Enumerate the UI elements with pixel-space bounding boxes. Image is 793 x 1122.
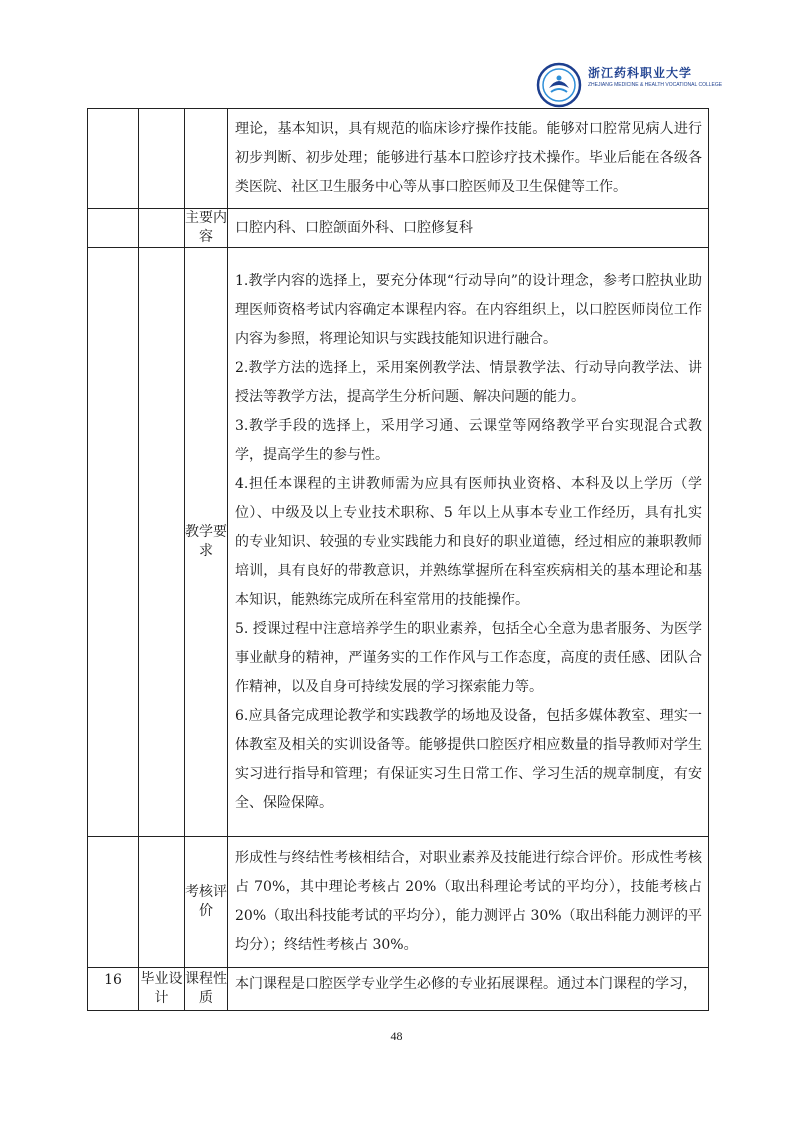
- logo-title: 浙江药科职业大学: [588, 66, 693, 80]
- course-table: [87, 108, 709, 1011]
- course-nature-text: 本门课程是口腔医学专业学生必修的专业拓展课程。通过本门课程的学习，: [228, 968, 709, 1011]
- requirement-item: 2.教学方法的选择上，采用案例教学法、情景教学法、行动导向教学法、讲授法等教学方法，提高学生分析问题、解决问题的能力。: [235, 359, 702, 405]
- continued-text: 理论，基本知识，具有规范的临床诊疗操作技能。能够对口腔常见病人进行初步判断、初步处理；能够进行基本口腔诊疗技术操作。毕业后能在各级各类医院、社区卫生服务中心等从事口腔医师及卫生保健等工作。: [235, 121, 702, 195]
- number-cell-empty: [88, 837, 139, 968]
- teaching-requirements-label: 教学要求: [185, 248, 228, 837]
- main-content-text: 口腔内科、口腔颌面外科、口腔修复科: [228, 209, 709, 248]
- number-cell-empty: [88, 248, 139, 837]
- course-number: 16: [88, 968, 139, 1011]
- requirement-item: 6.应具备完成理论教学和实践教学的场地及设备，包括多媒体教室、理实一体教室及相关的实训设备等。能够提供口腔医疗相应数量的指导教师对学生实习进行指导和管理；有保证实习生日常工作、学习生活的规章制度，有安全、保险保障。: [235, 707, 702, 811]
- table-row: [88, 968, 709, 1011]
- number-cell-empty: [88, 209, 139, 248]
- logo-subtitle: ZHEJIANG MEDICINE & HEALTH VOCATIONAL COLLEGE: [588, 82, 723, 88]
- table-row: [88, 109, 709, 209]
- college-emblem-icon: [536, 62, 582, 108]
- assessment-label: 考核评价: [185, 837, 228, 968]
- label-cell-empty: [185, 109, 228, 209]
- course-cell-empty: [139, 837, 185, 968]
- course-cell-empty: [139, 209, 185, 248]
- table-row: [88, 209, 709, 248]
- table-row: [88, 248, 709, 837]
- table-row: [88, 837, 709, 968]
- continued-text-cell: [228, 109, 709, 209]
- requirement-item: 5. 授课过程中注意培养学生的职业素养，包括全心全意为患者服务、为医学事业献身的精神，严谨务实的工作作风与工作态度，高度的责任感、团队合作精神，以及自身可持续发展的学习探索能力等。: [235, 620, 702, 695]
- requirement-item: 4.担任本课程的主讲教师需为应具有医师执业资格、本科及以上学历（学位）、中级及以上专业技术职称、5 年以上从事本专业工作经历，具有扎实的专业知识、较强的专业实践能力和良好的职业道德，经过相应的兼职教师培训，具有良好的带教意识，并熟练掌握所在科室疾病相关的基本理论和基本知识，能熟练完成所在科室常用的技能操作。: [235, 475, 702, 608]
- course-name: 毕业设计: [139, 968, 185, 1011]
- requirement-item: 3.教学手段的选择上，采用学习通、云课堂等网络教学平台实现混合式教学，提高学生的参与性。: [235, 417, 702, 463]
- course-cell-empty: [139, 109, 185, 209]
- teaching-requirements-cell: [228, 248, 709, 837]
- course-nature-label: 课程性质: [185, 968, 228, 1011]
- main-content-label: 主要内容: [185, 209, 228, 248]
- course-cell-empty: [139, 248, 185, 837]
- page-number: 48: [390, 1029, 403, 1043]
- requirement-item: 1.教学内容的选择上，要充分体现“行动导向”的设计理念，参考口腔执业助理医师资格考试内容确定本课程内容。在内容组织上，以口腔医师岗位工作内容为参照，将理论知识与实践技能知识进行融合。: [235, 272, 702, 347]
- college-logo: [536, 58, 723, 112]
- number-cell-empty: [88, 109, 139, 209]
- assessment-text: 形成性与终结性考核相结合，对职业素养及技能进行综合评价。形成性考核占 70%，其中理论考核占 20%（取出科理论考试的平均分），技能考核占 20%（取出科技能考试的平均分），能力测评占 30%（取出科能力测评的平均分）；终结性考核占 30%。: [228, 837, 709, 968]
